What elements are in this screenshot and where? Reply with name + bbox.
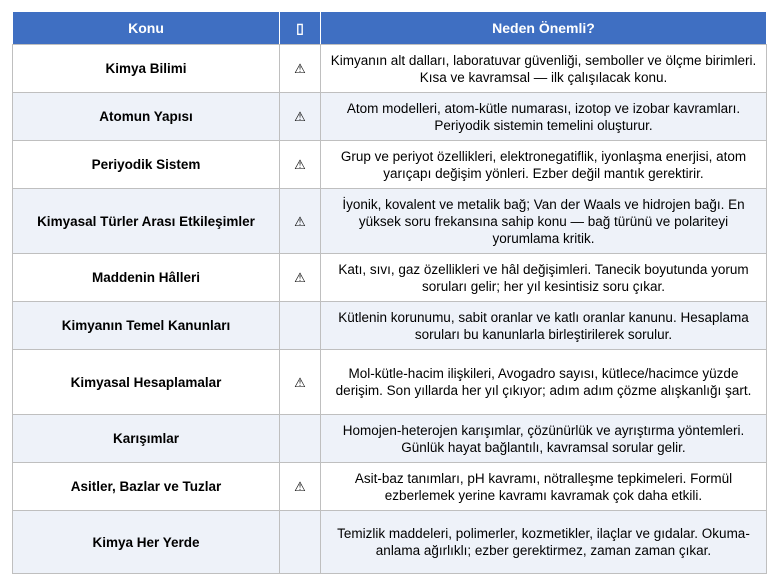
topic-cell: Asitler, Bazlar ve Tuzlar [13, 463, 280, 511]
table-row [13, 415, 767, 463]
table-row [13, 189, 767, 254]
topics-table [12, 11, 767, 574]
topic-cell: Kimya Her Yerde [13, 511, 280, 574]
header-icon: ▯ [280, 12, 321, 45]
warning-icon: ⚠ [280, 93, 321, 141]
reason-cell: Atom modelleri, atom-kütle numarası, izotop ve izobar kavramları. Periyodik sistemin temelini oluşturur. [321, 93, 767, 141]
table-row [13, 93, 767, 141]
warning-icon: ⚠ [280, 141, 321, 189]
icon-cell-empty [280, 302, 321, 350]
warning-icon: ⚠ [280, 350, 321, 415]
header-row [13, 12, 767, 45]
table-row [13, 254, 767, 302]
reason-cell: Temizlik maddeleri, polimerler, kozmetikler, ilaçlar ve gıdalar. Okuma-anlama ağırlıklı; ezber gerektirmez, zaman zaman çıkar. [321, 511, 767, 574]
table-row [13, 463, 767, 511]
topic-cell: Kimyasal Türler Arası Etkileşimler [13, 189, 280, 254]
topic-cell: Karışımlar [13, 415, 280, 463]
reason-cell: Katı, sıvı, gaz özellikleri ve hâl değişimleri. Tanecik boyutunda yorum soruları gelir; her yıl kesintisiz soru çıkar. [321, 254, 767, 302]
reason-cell: Kimyanın alt dalları, laboratuvar güvenliği, semboller ve ölçme birimleri. Kısa ve kavramsal — ilk çalışılacak konu. [321, 45, 767, 93]
warning-icon: ⚠ [280, 463, 321, 511]
icon-cell-empty [280, 511, 321, 574]
header-topic: Konu [13, 12, 280, 45]
warning-icon: ⚠ [280, 254, 321, 302]
topic-cell: Atomun Yapısı [13, 93, 280, 141]
topic-cell: Kimyanın Temel Kanunları [13, 302, 280, 350]
warning-icon: ⚠ [280, 189, 321, 254]
table-row [13, 141, 767, 189]
reason-cell: Kütlenin korunumu, sabit oranlar ve katlı oranlar kanunu. Hesaplama soruları bu kanunlarla birleştirilerek sorulur. [321, 302, 767, 350]
topic-cell: Maddenin Hâlleri [13, 254, 280, 302]
reason-cell: Mol-kütle-hacim ilişkileri, Avogadro sayısı, kütlece/hacimce yüzde derişim. Son yıllarda her yıl çıkıyor; adım adım çözme alışkanlığı şart. [321, 350, 767, 415]
table-row [13, 45, 767, 93]
header-why: Neden Önemli? [321, 12, 767, 45]
reason-cell: Grup ve periyot özellikleri, elektronegatiflik, iyonlaşma enerjisi, atom yarıçapı değişim yönleri. Ezber değil mantık gerektirir. [321, 141, 767, 189]
topic-cell: Periyodik Sistem [13, 141, 280, 189]
topic-cell: Kimya Bilimi [13, 45, 280, 93]
warning-icon: ⚠ [280, 45, 321, 93]
reason-cell: Homojen-heterojen karışımlar, çözünürlük ve ayrıştırma yöntemleri. Günlük hayat bağlantılı, kavramsal sorular gelir. [321, 415, 767, 463]
table-row [13, 302, 767, 350]
reason-cell: İyonik, kovalent ve metalik bağ; Van der Waals ve hidrojen bağı. En yüksek soru frekansına sahip konu — bağ türünü ve polariteyi yorumlama kritik. [321, 189, 767, 254]
icon-cell-empty [280, 415, 321, 463]
table-row [13, 350, 767, 415]
table-row [13, 511, 767, 574]
reason-cell: Asit-baz tanımları, pH kavramı, nötralleşme tepkimeleri. Formül ezberlemek yerine kavramı kavramak çok daha etkili. [321, 463, 767, 511]
topic-cell: Kimyasal Hesaplamalar [13, 350, 280, 415]
